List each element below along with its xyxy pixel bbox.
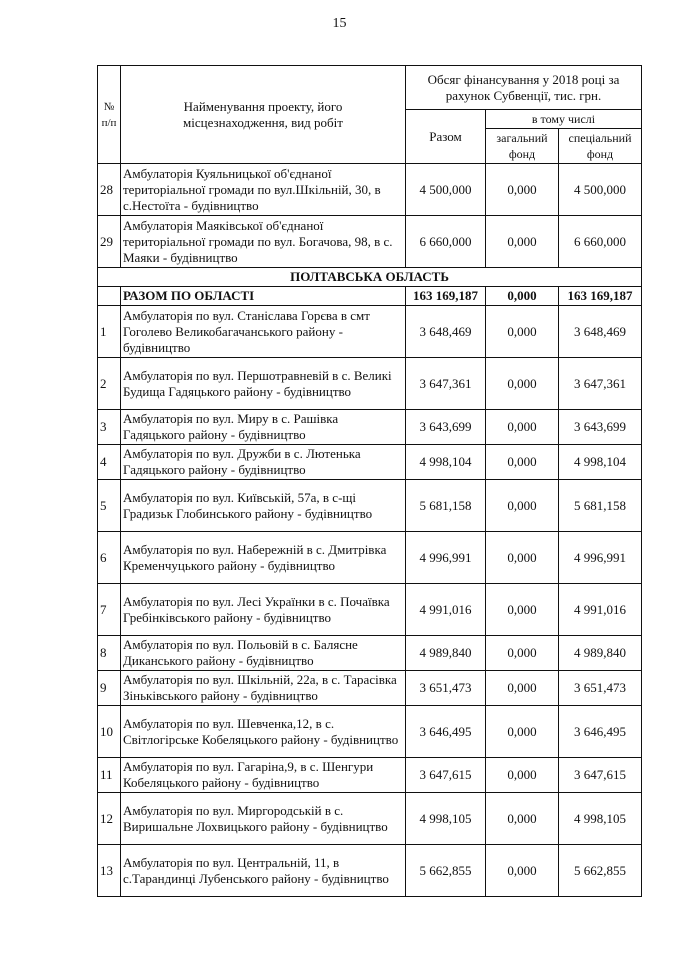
table-row xyxy=(98,671,642,706)
special-fund-amount: 4 996,991 xyxy=(559,532,642,584)
table-row xyxy=(98,758,642,793)
general-fund-amount: 0,000 xyxy=(486,306,559,358)
total-amount: 3 647,361 xyxy=(406,358,486,410)
project-name: Амбулаторія по вул. Шкільній, 22а, в с. Тарасівка Зіньківського району - будівництво xyxy=(121,671,406,706)
project-name: Амбулаторія по вул. Станіслава Горєва в смт Гоголево Великобагачанського району - будівництво xyxy=(121,306,406,358)
special-fund-amount: 3 647,361 xyxy=(559,358,642,410)
header-funding xyxy=(406,66,642,110)
project-name: Амбулаторія по вул. Миру в с. Рашівка Гадяцького району - будівництво xyxy=(121,410,406,445)
general-fund-amount: 0,000 xyxy=(486,758,559,793)
special-fund-amount: 4 989,840 xyxy=(559,636,642,671)
project-name: Амбулаторія по вул. Шевченка,12, в с. Світлогірське Кобеляцького району - будівництво xyxy=(121,706,406,758)
general-fund-amount: 0,000 xyxy=(486,445,559,480)
region-total-label: РАЗОМ ПО ОБЛАСТІ xyxy=(121,287,406,306)
table-row xyxy=(98,410,642,445)
general-fund-amount: 0,000 xyxy=(486,584,559,636)
total-amount: 5 662,855 xyxy=(406,845,486,897)
project-name: Амбулаторія по вул. Польовій в с. Балясне Диканського району - будівництво xyxy=(121,636,406,671)
general-fund-amount: 0,000 xyxy=(486,358,559,410)
total-amount: 4 998,104 xyxy=(406,445,486,480)
special-fund-amount: 5 662,855 xyxy=(559,845,642,897)
table-row xyxy=(98,358,642,410)
row-number: 8 xyxy=(98,636,121,671)
general-fund-amount: 0,000 xyxy=(486,532,559,584)
row-number: 10 xyxy=(98,706,121,758)
header-name-text: Найменування проекту, його місцезнаходження, вид робіт xyxy=(183,98,343,130)
region-total-number xyxy=(98,287,121,306)
table-row xyxy=(98,845,642,897)
table-row xyxy=(98,532,642,584)
region-title: ПОЛТАВСЬКА ОБЛАСТЬ xyxy=(98,268,642,287)
table-row xyxy=(98,445,642,480)
general-fund-amount: 0,000 xyxy=(486,410,559,445)
special-fund-amount: 4 998,105 xyxy=(559,793,642,845)
project-name: Амбулаторія по вул. Київській, 57а, в с-щі Градизьк Глобинського району - будівництво xyxy=(121,480,406,532)
table-row xyxy=(98,216,642,268)
total-amount: 4 500,000 xyxy=(406,164,486,216)
total-amount: 4 998,105 xyxy=(406,793,486,845)
table-row xyxy=(98,793,642,845)
total-amount: 3 647,615 xyxy=(406,758,486,793)
special-fund-amount: 3 648,469 xyxy=(559,306,642,358)
total-amount: 4 991,016 xyxy=(406,584,486,636)
general-fund-amount: 0,000 xyxy=(486,671,559,706)
row-number: 13 xyxy=(98,845,121,897)
general-fund-amount: 0,000 xyxy=(486,636,559,671)
project-name: Амбулаторія по вул. Гагаріна,9, в с. Шенгури Кобеляцького району - будівництво xyxy=(121,758,406,793)
region-total-amount: 163 169,187 xyxy=(406,287,486,306)
project-name: Амбулаторія по вул. Першотравневій в с. Великі Будища Гадяцького району - будівництво xyxy=(121,358,406,410)
special-fund-amount: 5 681,158 xyxy=(559,480,642,532)
row-number: 4 xyxy=(98,445,121,480)
total-amount: 3 648,469 xyxy=(406,306,486,358)
header-number xyxy=(98,66,121,164)
row-number: 28 xyxy=(98,164,121,216)
general-fund-amount: 0,000 xyxy=(486,480,559,532)
table-row xyxy=(98,164,642,216)
project-name: Амбулаторія по вул. Дружби в с. Лютенька Гадяцького району - будівництво xyxy=(121,445,406,480)
project-name: Амбулаторія Куяльницької об'єднаної територіальної громади по вул.Шкільній, 30, в с.Нестоїта - будівництво xyxy=(121,164,406,216)
header-funding-text: Обсяг фінансування у 2018 році за рахунок Субвенції, тис. грн. xyxy=(427,71,620,103)
project-name: Амбулаторія по вул. Лесі Українки в с. Почаївка Гребінківського району - будівництво xyxy=(121,584,406,636)
funding-table xyxy=(97,65,642,897)
special-fund-amount: 4 991,016 xyxy=(559,584,642,636)
header-general-fund-text: загальний фонд xyxy=(496,131,548,161)
total-amount: 4 996,991 xyxy=(406,532,486,584)
header-special-fund-text: спеціальний фонд xyxy=(568,131,632,161)
table-row xyxy=(98,480,642,532)
row-number: 11 xyxy=(98,758,121,793)
project-name: Амбулаторія Маяківської об'єднаної територіальної громади по вул. Богачова, 98, в с. Маяки - будівництво xyxy=(121,216,406,268)
row-number: 7 xyxy=(98,584,121,636)
region-special-fund-amount: 163 169,187 xyxy=(559,287,642,306)
row-number: 5 xyxy=(98,480,121,532)
project-name: Амбулаторія по вул. Миргородській в с. Виришальне Лохвицького району - будівництво xyxy=(121,793,406,845)
region-general-fund-amount: 0,000 xyxy=(486,287,559,306)
special-fund-amount: 6 660,000 xyxy=(559,216,642,268)
header-name xyxy=(121,66,406,164)
general-fund-amount: 0,000 xyxy=(486,216,559,268)
general-fund-amount: 0,000 xyxy=(486,845,559,897)
row-number: 2 xyxy=(98,358,121,410)
special-fund-amount: 4 998,104 xyxy=(559,445,642,480)
header-including: в тому числі xyxy=(486,110,642,129)
special-fund-amount: 3 651,473 xyxy=(559,671,642,706)
row-number: 9 xyxy=(98,671,121,706)
region-total-row xyxy=(98,287,642,306)
table-row xyxy=(98,636,642,671)
general-fund-amount: 0,000 xyxy=(486,793,559,845)
special-fund-amount: 4 500,000 xyxy=(559,164,642,216)
row-number: 1 xyxy=(98,306,121,358)
table-row xyxy=(98,584,642,636)
row-number: 12 xyxy=(98,793,121,845)
row-number: 3 xyxy=(98,410,121,445)
special-fund-amount: 3 647,615 xyxy=(559,758,642,793)
header-general-fund xyxy=(486,129,559,164)
table-row xyxy=(98,306,642,358)
row-number: 29 xyxy=(98,216,121,268)
project-name: Амбулаторія по вул. Центральній, 11, в с.Тарандинці Лубенського району - будівництво xyxy=(121,845,406,897)
page-number: 15 xyxy=(332,16,347,31)
table-row xyxy=(98,706,642,758)
total-amount: 5 681,158 xyxy=(406,480,486,532)
total-amount: 3 643,699 xyxy=(406,410,486,445)
project-name: Амбулаторія по вул. Набережній в с. Дмитрівка Кременчуцького району - будівництво xyxy=(121,532,406,584)
header-total: Разом xyxy=(406,110,486,164)
special-fund-amount: 3 646,495 xyxy=(559,706,642,758)
special-fund-amount: 3 643,699 xyxy=(559,410,642,445)
header-special-fund xyxy=(559,129,642,164)
header-number-text: № п/п xyxy=(101,100,117,129)
total-amount: 4 989,840 xyxy=(406,636,486,671)
general-fund-amount: 0,000 xyxy=(486,706,559,758)
row-number: 6 xyxy=(98,532,121,584)
total-amount: 3 646,495 xyxy=(406,706,486,758)
total-amount: 6 660,000 xyxy=(406,216,486,268)
region-row xyxy=(98,268,642,287)
total-amount: 3 651,473 xyxy=(406,671,486,706)
general-fund-amount: 0,000 xyxy=(486,164,559,216)
